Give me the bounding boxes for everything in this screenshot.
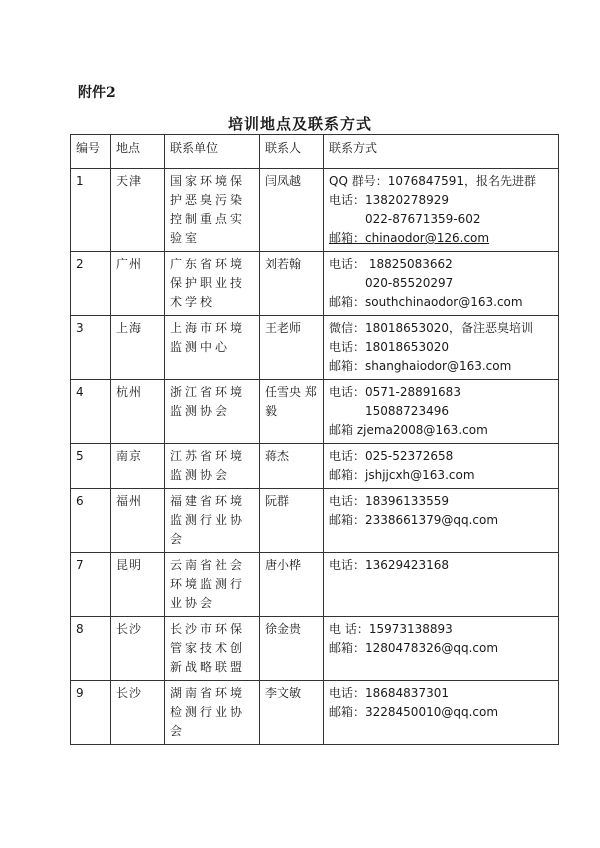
row-location: 福州 — [111, 489, 165, 553]
row-number: 4 — [71, 380, 111, 444]
contact-line: 022-87671359-602 — [329, 212, 481, 226]
contact-line: 电话：18018653020 — [329, 340, 449, 354]
row-contact — [324, 444, 559, 489]
header-location: 地点 — [111, 135, 165, 169]
header-contact: 联系方式 — [324, 135, 559, 169]
header-person: 联系人 — [260, 135, 324, 169]
row-contact — [324, 252, 559, 316]
contact-line: 电话：18684837301 — [329, 686, 449, 700]
row-location: 昆明 — [111, 553, 165, 617]
row-person: 闫凤越 — [260, 169, 324, 252]
row-unit: 上海市环境监测中心 — [165, 316, 260, 380]
table-row — [71, 489, 559, 553]
row-unit: 国家环境保护恶臭污染控制重点实验室 — [165, 169, 260, 252]
table-row — [71, 169, 559, 252]
row-number: 9 — [71, 681, 111, 745]
table-header-row — [71, 135, 559, 169]
contact-line: 电话： 18825083662 — [329, 257, 453, 271]
contact-line: 电 话：15973138893 — [329, 622, 453, 636]
table-row — [71, 316, 559, 380]
table-row — [71, 252, 559, 316]
contact-line: 邮箱：2338661379@qq.com — [329, 513, 499, 527]
row-location: 上海 — [111, 316, 165, 380]
row-unit: 湖南省环境检测行业协会 — [165, 681, 260, 745]
contact-line: 邮箱：jshjjcxh@163.com — [329, 468, 475, 482]
contact-line: 邮箱：shanghaiodor@163.com — [329, 359, 512, 373]
row-contact — [324, 617, 559, 681]
row-unit: 江苏省环境监测协会 — [165, 444, 260, 489]
contact-line: 电话：0571-28891683 — [329, 385, 461, 399]
row-person: 任雪央 郑毅 — [260, 380, 324, 444]
contact-line: 电话：025-52372658 — [329, 449, 454, 463]
row-contact — [324, 316, 559, 380]
contact-line: 邮箱：3228450010@qq.com — [329, 705, 499, 719]
contact-line: 邮箱：1280478326@qq.com — [329, 641, 499, 655]
contact-line: 微信：18018653020，备注恶臭培训 — [329, 321, 533, 335]
row-unit: 云南省社会环境监测行业协会 — [165, 553, 260, 617]
row-person: 徐金贵 — [260, 617, 324, 681]
document-title: 培训地点及联系方式 — [227, 115, 372, 133]
contact-email-link[interactable]: 邮箱：chinaodor@126.com — [329, 231, 490, 245]
table-row — [71, 444, 559, 489]
table-row — [71, 553, 559, 617]
row-location: 广州 — [111, 252, 165, 316]
row-unit: 长沙市环保管家技术创新战略联盟 — [165, 617, 260, 681]
contact-line: 邮箱：southchinaodor@163.com — [329, 295, 523, 309]
row-location: 长沙 — [111, 681, 165, 745]
row-unit: 浙江省环境监测协会 — [165, 380, 260, 444]
contact-line: 电话：18396133559 — [329, 494, 449, 508]
table-row — [71, 617, 559, 681]
row-person: 唐小桦 — [260, 553, 324, 617]
attachment-label: 附件2 — [78, 85, 116, 101]
row-number: 5 — [71, 444, 111, 489]
contact-line: 15088723496 — [329, 404, 449, 418]
contact-line: 电话：13820278929 — [329, 193, 449, 207]
row-location: 杭州 — [111, 380, 165, 444]
contact-line: QQ 群号：1076847591，报名先进群 — [329, 174, 537, 188]
contact-line: 电话：13629423168 — [329, 558, 449, 572]
table-row — [71, 681, 559, 745]
row-person: 李文敏 — [260, 681, 324, 745]
row-unit: 广东省环境保护职业技术学校 — [165, 252, 260, 316]
row-number: 3 — [71, 316, 111, 380]
row-location: 长沙 — [111, 617, 165, 681]
row-person: 刘若翰 — [260, 252, 324, 316]
row-contact — [324, 380, 559, 444]
row-number: 7 — [71, 553, 111, 617]
row-contact — [324, 489, 559, 553]
header-unit: 联系单位 — [165, 135, 260, 169]
row-number: 2 — [71, 252, 111, 316]
row-unit: 福建省环境监测行业协会 — [165, 489, 260, 553]
row-location: 天津 — [111, 169, 165, 252]
contact-line: 020-85520297 — [329, 276, 454, 290]
row-person: 王老师 — [260, 316, 324, 380]
row-number: 6 — [71, 489, 111, 553]
row-contact — [324, 553, 559, 617]
row-person: 阮群 — [260, 489, 324, 553]
row-person: 蒋杰 — [260, 444, 324, 489]
contact-line: 邮箱 zjema2008@163.com — [329, 423, 488, 437]
row-number: 8 — [71, 617, 111, 681]
row-contact — [324, 169, 559, 252]
contacts-table — [70, 134, 559, 745]
row-contact — [324, 681, 559, 745]
row-number: 1 — [71, 169, 111, 252]
row-location: 南京 — [111, 444, 165, 489]
header-no: 编号 — [71, 135, 111, 169]
table-row — [71, 380, 559, 444]
